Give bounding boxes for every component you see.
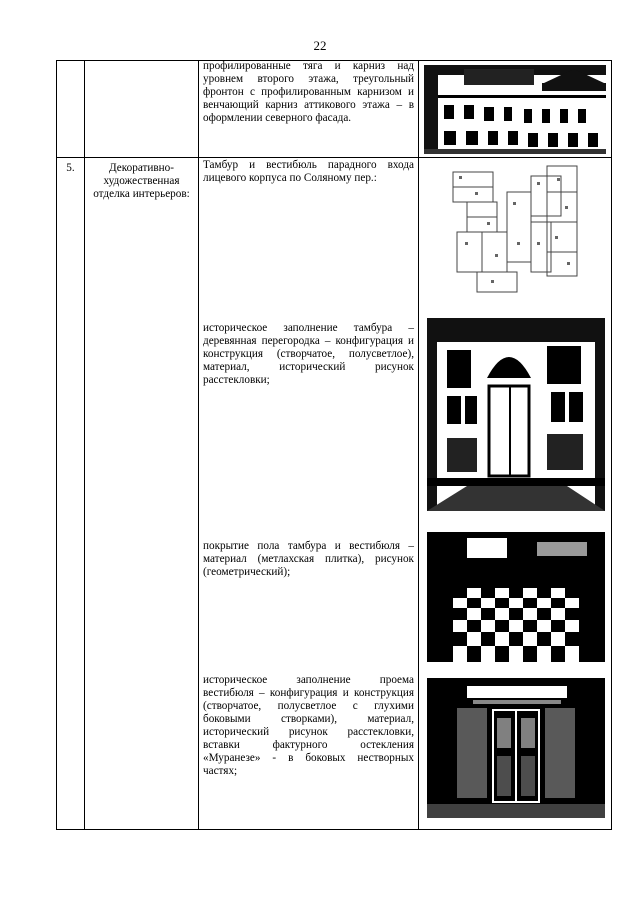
image-cell [419,158,612,830]
row-name [85,61,199,158]
row-description [199,61,419,158]
list-item: покрытие пола тамбура и вестибюля – материал (метлахская плитка), рисунок (геометрический); [203,540,414,578]
checkered-floor-photo [427,532,605,662]
row-name: Декоративно-художественная отделка интерьеров: [85,158,199,830]
row-number [57,61,85,158]
list-item: историческое заполнение проема вестибюля – конфигурация и конструкция (створчатое, полусветлое с глухими боковыми створками), материал, исторический рисунок расстекловки, вставки фактурного остекления «Муранезе» - в боковых нестворных частях; [203,674,414,777]
wooden-partition-photo [427,318,605,511]
document-table [56,60,611,830]
table-row [57,61,612,158]
vestibule-doorway-photo [427,678,605,818]
list-item: историческое заполнение тамбура – деревянная перегородка – конфигурация и конструкция (створчатое, полусветлое), материал, исторический рисунок расстекловки; [203,322,414,386]
page-number: 22 [313,38,327,53]
description-text: профилированные тяга и карниз над уровнем второго этажа, треугольный фронтон с профилированным карнизом и венчающий карниз аттикового этажа – в оформлении северного фасада. [203,60,414,124]
row-description [199,158,419,830]
row-number: 5. [57,158,85,830]
facade-photo [424,65,606,154]
floor-plan-drawing [447,162,587,298]
table-row [57,158,612,830]
image-cell [419,61,612,158]
list-item: Тамбур и вестибюль парадного входа лицевого корпуса по Соляному пер.: [203,159,414,184]
